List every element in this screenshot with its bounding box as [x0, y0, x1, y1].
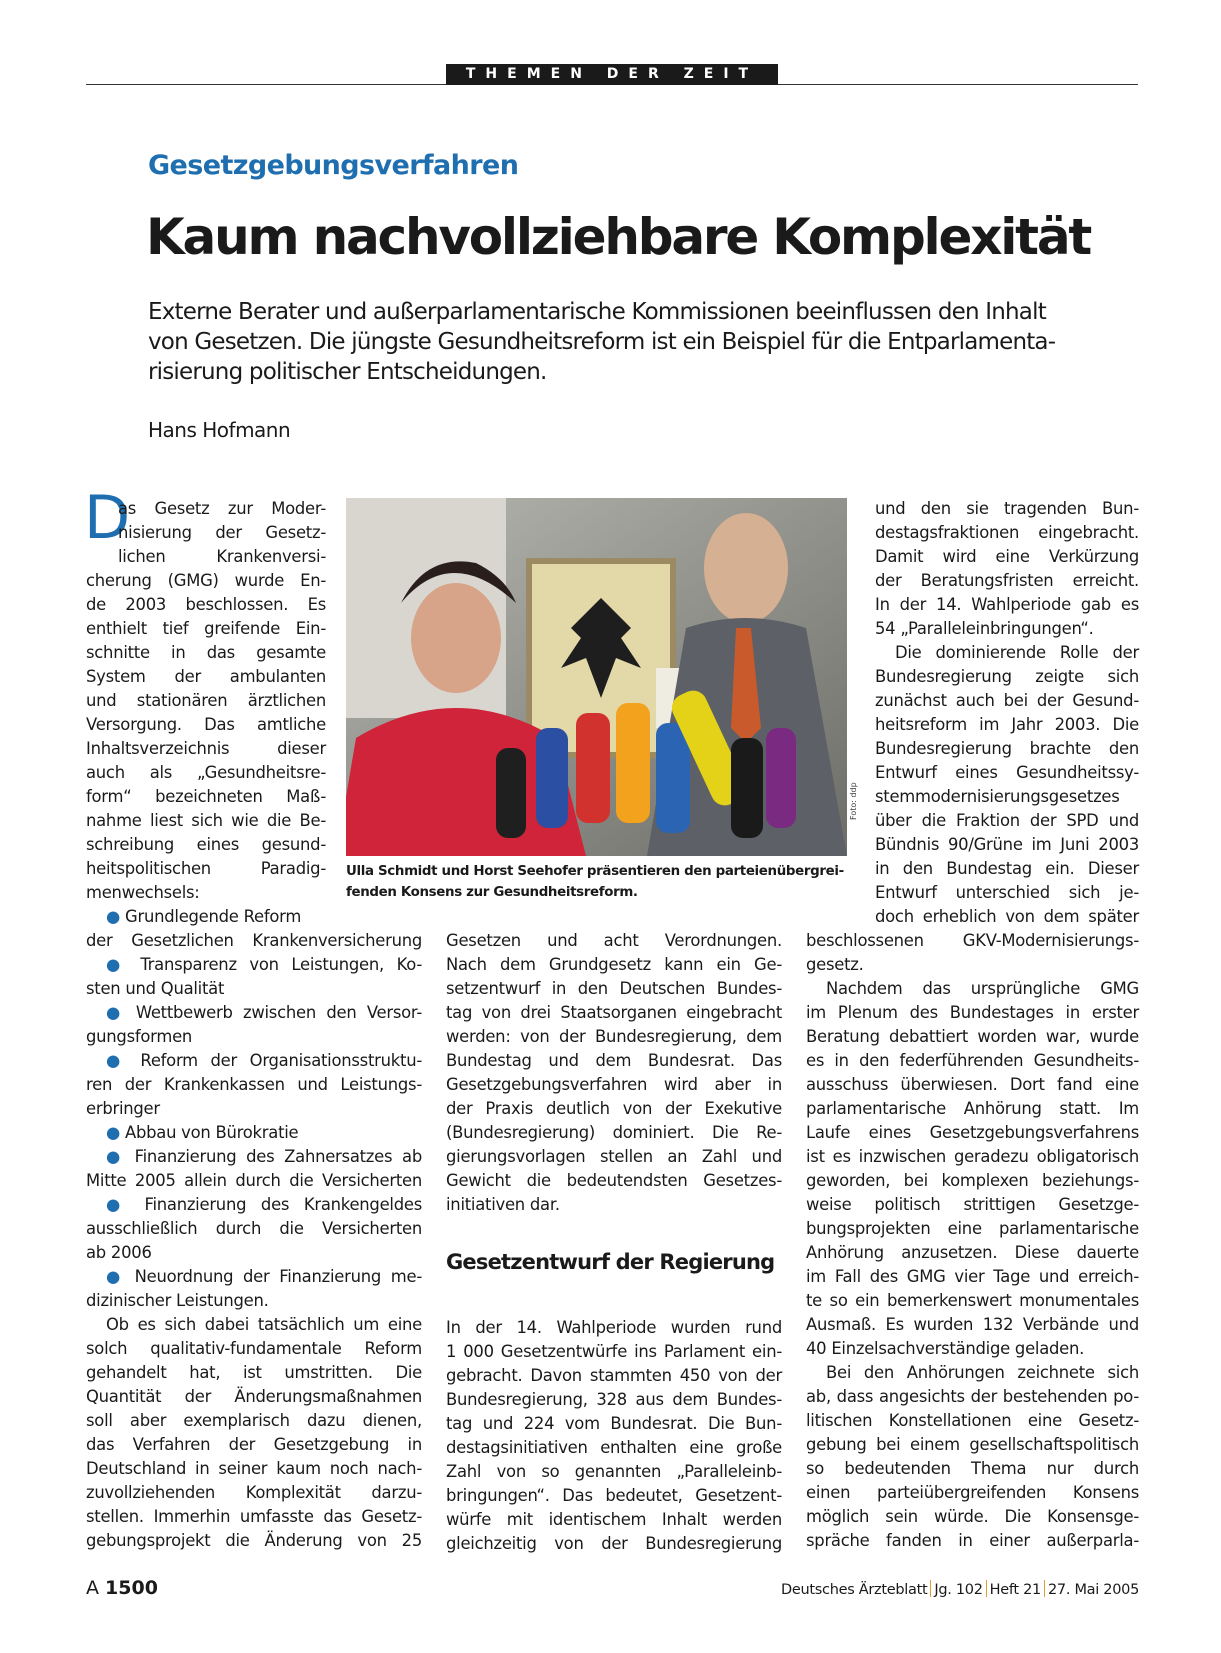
- text-line: [875, 641, 1139, 665]
- text-line: [86, 1049, 422, 1073]
- text-line-content: zuvollziehenden Komplexität darzu-: [86, 1483, 422, 1502]
- text-line-content: destagsfraktionen eingebracht.: [875, 523, 1139, 542]
- text-line-content: gebungsprojekt die Änderung von 25: [86, 1531, 422, 1550]
- text-line-content: Gesetzen und acht Verordnungen.: [446, 931, 782, 950]
- text-line: [86, 569, 326, 593]
- text-line: [86, 1337, 422, 1361]
- text-line: [806, 1337, 1139, 1361]
- text-line: [446, 1412, 782, 1436]
- text-line-content: Beratung debattiert worden war, wurde: [806, 1027, 1139, 1046]
- text-line: [446, 1316, 782, 1340]
- text-line: [86, 497, 326, 521]
- section-subhead: Gesetzentwurf der Regierung: [446, 1250, 775, 1274]
- text-line-content: der Beratungsfristen erreicht.: [875, 571, 1139, 590]
- text-line-content: im Plenum des Bundestages in erster: [806, 1003, 1139, 1022]
- text-line-content: Mitte 2005 allein durch die Versicherten: [86, 1171, 422, 1190]
- text-line-content: es in den federführenden Gesundheits-: [806, 1051, 1139, 1070]
- text-line-content: Bundesregierung zeigte sich: [875, 667, 1139, 686]
- text-line-content: ab 2006: [86, 1243, 152, 1262]
- page-number-value: 1500: [105, 1577, 158, 1599]
- text-line-content: gleichzeitig von der Bundesregierung: [446, 1534, 782, 1553]
- text-line: [806, 1265, 1139, 1289]
- text-line: [875, 881, 1139, 905]
- text-line: [806, 1121, 1139, 1145]
- text-line-content: dizinischer Leistungen.: [86, 1291, 269, 1310]
- column-2-top: [446, 929, 782, 1217]
- text-line-content: heitsreform im Jahr 2003. Die: [875, 715, 1139, 734]
- text-line-content: und stationären ärztlichen: [86, 691, 326, 710]
- deck-line: von Gesetzen. Die jüngste Gesundheitsreform ist ein Beispiel für die Entparlamenta-: [148, 329, 1056, 355]
- text-line: [86, 641, 326, 665]
- text-line: [86, 977, 422, 1001]
- photo-credit: Foto: ddp: [849, 782, 858, 820]
- text-line: [806, 953, 1139, 977]
- text-line-content: te so ein bemerkenswert monumentales: [806, 1291, 1139, 1310]
- text-line: [446, 1145, 782, 1169]
- text-line-content: ren der Krankenkassen und Leistungs-: [86, 1075, 422, 1094]
- text-line: [446, 1169, 782, 1193]
- text-line-content: der Praxis deutlich von der Exekutive: [446, 1099, 782, 1118]
- text-line: [86, 1289, 422, 1313]
- bullet-icon: ●: [106, 1195, 145, 1214]
- deck-line: risierung politischer Entscheidungen.: [148, 359, 547, 385]
- text-line-content: Bundesregierung brachte den: [875, 739, 1139, 758]
- text-line-content: werden: von der Bundesregierung, dem: [446, 1027, 782, 1046]
- text-line-content: destagsinitiativen enthalten eine große: [446, 1438, 782, 1457]
- text-line: [86, 1001, 422, 1025]
- text-line: [86, 1385, 422, 1409]
- text-line-content: spräche fanden in einer außerparla-: [806, 1531, 1139, 1550]
- text-line: [86, 1529, 422, 1553]
- text-line: [875, 833, 1139, 857]
- text-line-content: und den sie tragenden Bun-: [875, 499, 1139, 518]
- text-line-content: heitspolitischen Paradig-: [86, 859, 326, 878]
- text-line: [86, 1505, 422, 1529]
- text-line: [806, 1313, 1139, 1337]
- text-line: [806, 1001, 1139, 1025]
- text-line: [446, 977, 782, 1001]
- text-line-content: as Gesetz zur Moder-: [118, 499, 326, 518]
- text-line-content: Ob es sich dabei tatsächlich um eine: [106, 1315, 422, 1334]
- text-line: [86, 761, 326, 785]
- text-line-content: sten und Qualität: [86, 979, 225, 998]
- text-line: [446, 1193, 782, 1217]
- text-line: [875, 713, 1139, 737]
- text-line: [806, 1433, 1139, 1457]
- text-line-content: Nach dem Grundgesetz kann ein Ge-: [446, 955, 782, 974]
- bullet-icon: ●: [106, 1003, 136, 1022]
- column-1-top: [86, 497, 326, 929]
- text-line: [875, 809, 1139, 833]
- text-line: [446, 1460, 782, 1484]
- text-line-content: Finanzierung des Krankengeldes: [144, 1195, 423, 1214]
- text-line: [806, 1145, 1139, 1169]
- text-line: [806, 1481, 1139, 1505]
- text-line: [86, 1265, 422, 1289]
- text-line: [806, 1529, 1139, 1553]
- text-line: [86, 1409, 422, 1433]
- text-line: [86, 521, 326, 545]
- text-line: [86, 737, 326, 761]
- text-line: [446, 1436, 782, 1460]
- text-line-content: bringungen“. Das bedeutet, Gesetzent-: [446, 1486, 782, 1505]
- text-line-content: Entwurf eines Gesundheitssy-: [875, 763, 1139, 782]
- text-line: [446, 1388, 782, 1412]
- text-line-content: Inhaltsverzeichnis dieser: [86, 739, 326, 758]
- text-line: [446, 953, 782, 977]
- text-line-content: schnitte in das gesamte: [86, 643, 326, 662]
- section-label: THEMEN DER ZEIT: [446, 64, 778, 85]
- drop-cap: D: [84, 483, 131, 553]
- text-line: [806, 977, 1139, 1001]
- text-line: [806, 1385, 1139, 1409]
- text-line: [86, 1025, 422, 1049]
- text-line-content: nahme liest sich wie die Be-: [86, 811, 326, 830]
- text-line-content: über die Fraktion der SPD und: [875, 811, 1139, 830]
- text-line-content: der Gesetzlichen Krankenversicherung: [86, 931, 422, 950]
- text-line-content: Damit wird eine Verkürzung: [875, 547, 1139, 566]
- text-line: [86, 713, 326, 737]
- article-author: Hans Hofmann: [148, 418, 291, 442]
- journal-name: Deutsches Ärzteblatt: [781, 1582, 928, 1598]
- text-line: [86, 1193, 422, 1217]
- text-line: [806, 1289, 1139, 1313]
- text-line: [86, 1241, 422, 1265]
- text-line: [875, 761, 1139, 785]
- text-line-content: ausschließlich durch die Versicherten: [86, 1219, 422, 1238]
- text-line-content: enthielt tief greifende Ein-: [86, 619, 326, 638]
- bullet-icon: ●: [106, 1051, 141, 1070]
- text-line-content: lichen Krankenversi-: [118, 547, 326, 566]
- column-2-bottom: [446, 1316, 782, 1556]
- text-line-content: Die dominierende Rolle der: [895, 643, 1139, 662]
- text-line: [86, 1457, 422, 1481]
- text-line-content: Wettbewerb zwischen den Versor-: [135, 1003, 423, 1022]
- text-line-content: gehandelt hat, ist umstritten. Die: [86, 1363, 422, 1382]
- text-line: [86, 545, 326, 569]
- text-line: [875, 689, 1139, 713]
- text-line: [806, 929, 1139, 953]
- article-headline: Kaum nachvollziehbare Komplexität: [146, 208, 1091, 266]
- text-line-content: initiativen dar.: [446, 1195, 560, 1214]
- text-line-content: Neuordnung der Finanzierung me-: [134, 1267, 422, 1286]
- text-line: [806, 1409, 1139, 1433]
- text-line-content: Laufe eines Gesetzgebungsverfahrens: [806, 1123, 1139, 1142]
- page-number: [86, 1577, 158, 1599]
- issue-date: 27. Mai 2005: [1047, 1582, 1139, 1598]
- text-line: [86, 929, 422, 953]
- text-line-content: In der 14. Wahlperiode wurden rund: [446, 1318, 782, 1337]
- text-line-content: cherung (GMG) wurde En-: [86, 571, 326, 590]
- text-line: [875, 737, 1139, 761]
- text-line: [875, 593, 1139, 617]
- text-line-content: System der ambulanten: [86, 667, 326, 686]
- text-line-content: nisierung der Gesetz-: [118, 523, 326, 542]
- text-line-content: tag von drei Staatsorganen eingebracht: [446, 1003, 782, 1022]
- text-line-content: Bundestag und dem Bundesrat. Das: [446, 1051, 782, 1070]
- text-line-content: gierungsvorlagen stellen an Zahl und: [446, 1147, 782, 1166]
- text-line: [86, 1433, 422, 1457]
- separator: [986, 1580, 987, 1597]
- text-line: [875, 521, 1139, 545]
- text-line-content: erbringer: [86, 1099, 160, 1118]
- text-line: [875, 857, 1139, 881]
- text-line: [86, 1097, 422, 1121]
- column-1-bottom: [86, 929, 422, 1553]
- caption-line: Ulla Schmidt und Horst Seehofer präsentieren den parteienübergrei-: [346, 864, 844, 879]
- photo-caption: [346, 861, 846, 903]
- text-line-content: Finanzierung des Zahnersatzes ab: [134, 1147, 422, 1166]
- text-line: [446, 1340, 782, 1364]
- text-line: [86, 593, 326, 617]
- publication-info: [781, 1580, 1139, 1598]
- press-conference-photo: [346, 498, 847, 856]
- text-line-content: Quantität der Änderungsmaßnahmen: [86, 1387, 422, 1406]
- text-line-content: de 2003 beschlossen. Es: [86, 595, 326, 614]
- text-line-content: Bundesregierung, 328 aus dem Bundes-: [446, 1390, 782, 1409]
- text-line: [86, 905, 326, 929]
- photo-illustration: [346, 498, 847, 856]
- text-line: [86, 1073, 422, 1097]
- text-line-content: geworden, bei komplexen beziehungs-: [806, 1171, 1139, 1190]
- text-line: [86, 953, 422, 977]
- text-line-content: stemmodernisierungsgesetzes: [875, 787, 1120, 806]
- text-line-content: ausschuss überwiesen. Dort fand eine: [806, 1075, 1139, 1094]
- text-line-content: bungsprojekten eine parlamentarische: [806, 1219, 1139, 1238]
- text-line-content: gebung bei einem gesellschaftspolitisch: [806, 1435, 1139, 1454]
- text-line-content: solch qualitativ-fundamentale Reform: [86, 1339, 422, 1358]
- column-3-top: [875, 497, 1139, 929]
- text-line-content: (Bundesregierung) dominiert. Die Re-: [446, 1123, 782, 1142]
- text-line: [806, 1193, 1139, 1217]
- text-line: [806, 1097, 1139, 1121]
- text-line: [446, 1049, 782, 1073]
- text-line-content: Grundlegende Reform: [125, 907, 302, 926]
- text-line: [446, 1532, 782, 1556]
- text-line: [875, 545, 1139, 569]
- text-line-content: ab, dass angesichts der bestehenden po-: [806, 1387, 1139, 1406]
- bullet-icon: ●: [106, 907, 126, 926]
- text-line-content: litischen Konstellationen eine Gesetz-: [806, 1411, 1139, 1430]
- text-line: [446, 1097, 782, 1121]
- separator: [930, 1580, 931, 1597]
- text-line-content: Versorgung. Das amtliche: [86, 715, 326, 734]
- text-line: [86, 1361, 422, 1385]
- text-line-content: auch als „Gesundheitsre-: [86, 763, 326, 782]
- text-line: [806, 1241, 1139, 1265]
- page-prefix: A: [86, 1577, 99, 1599]
- text-line-content: ist es inzwischen geradezu obligatorisch: [806, 1147, 1139, 1166]
- text-line-content: Deutschland in seiner kaum noch nach-: [86, 1459, 422, 1478]
- text-line-content: Entwurf unterschied sich je-: [875, 883, 1139, 902]
- text-line: [806, 1505, 1139, 1529]
- text-line: [875, 905, 1139, 929]
- text-line-content: form“ bezeichneten Maß-: [86, 787, 326, 806]
- text-line-content: Gesetzgebungsverfahren wird aber in: [446, 1075, 782, 1094]
- text-line: [86, 617, 326, 641]
- text-line: [86, 1121, 422, 1145]
- deck-line: Externe Berater und außerparlamentarische Kommissionen beeinflussen den Inhalt: [148, 299, 1046, 325]
- text-line: [86, 1217, 422, 1241]
- text-line-content: Nachdem das ursprüngliche GMG: [826, 979, 1139, 998]
- caption-line: fenden Konsens zur Gesundheitsreform.: [346, 885, 638, 900]
- text-line: [875, 497, 1139, 521]
- text-line-content: weise politisch strittigen Gesetzge-: [806, 1195, 1139, 1214]
- text-line-content: tag und 224 vom Bundesrat. Die Bun-: [446, 1414, 782, 1433]
- text-line: [446, 1073, 782, 1097]
- text-line-content: Reform der Organisationsstruktu-: [140, 1051, 422, 1070]
- text-line-content: schreibung eines gesund-: [86, 835, 326, 854]
- text-line-content: das Verfahren der Gesetzgebung in: [86, 1435, 422, 1454]
- text-line-content: Ausmaß. Es wurden 132 Verbände und: [806, 1315, 1139, 1334]
- text-line: [86, 857, 326, 881]
- text-line: [875, 785, 1139, 809]
- text-line-content: würfe mit identischem Inhalt werden: [446, 1510, 782, 1529]
- text-line-content: zunächst auch bei der Gesund-: [875, 691, 1139, 710]
- text-line: [806, 1217, 1139, 1241]
- text-line-content: stellen. Immerhin umfasste das Gesetz-: [86, 1507, 422, 1526]
- bullet-icon: ●: [106, 1267, 135, 1286]
- text-line: [806, 1169, 1139, 1193]
- article-deck: [148, 297, 1083, 387]
- text-line: [86, 785, 326, 809]
- text-line: [86, 833, 326, 857]
- text-line: [86, 665, 326, 689]
- text-line-content: gungsformen: [86, 1027, 193, 1046]
- volume: Jg. 102: [934, 1582, 983, 1598]
- text-line: [875, 569, 1139, 593]
- text-line-content: Bei den Anhörungen zeichnete sich: [826, 1363, 1139, 1382]
- text-line-content: in den Bundestag ein. Dieser: [875, 859, 1139, 878]
- text-line: [86, 1145, 422, 1169]
- text-line-content: 1 000 Gesetzentwürfe ins Parlament ein-: [446, 1342, 782, 1361]
- text-line-content: 40 Einzelsachverständige geladen.: [806, 1339, 1085, 1358]
- text-line: [446, 1484, 782, 1508]
- text-line: [446, 1508, 782, 1532]
- text-line: [806, 1025, 1139, 1049]
- text-line: [806, 1073, 1139, 1097]
- text-line-content: Anhörung anzusetzen. Diese dauerte: [806, 1243, 1139, 1262]
- text-line-content: soll aber exemplarisch dazu dienen,: [86, 1411, 422, 1430]
- text-line: [446, 1025, 782, 1049]
- text-line-content: im Fall des GMG vier Tage und erreich-: [806, 1267, 1139, 1286]
- text-line-content: In der 14. Wahlperiode gab es: [875, 595, 1139, 614]
- text-line-content: 54 „Paralleleinbringungen“.: [875, 619, 1094, 638]
- separator: [1044, 1580, 1045, 1597]
- text-line: [86, 881, 326, 905]
- text-line-content: Zahl von so genannten „Paralleleinb-: [446, 1462, 782, 1481]
- text-line: [446, 1364, 782, 1388]
- text-line-content: setzentwurf in den Deutschen Bundes-: [446, 979, 782, 998]
- text-line-content: möglich sein würde. Die Konsensge-: [806, 1507, 1139, 1526]
- text-line: [86, 689, 326, 713]
- text-line: [875, 665, 1139, 689]
- text-line-content: beschlossenen GKV-Modernisierungs-: [806, 931, 1139, 950]
- text-line-content: einen parteiübergreifenden Konsens: [806, 1483, 1139, 1502]
- text-line: [446, 1121, 782, 1145]
- bullet-icon: ●: [106, 955, 141, 974]
- text-line: [806, 1361, 1139, 1385]
- text-line: [806, 1049, 1139, 1073]
- text-line: [446, 1001, 782, 1025]
- text-line-content: menwechsels:: [86, 883, 200, 902]
- text-line-content: parlamentarische Anhörung statt. Im: [806, 1099, 1139, 1118]
- bullet-icon: ●: [106, 1123, 126, 1142]
- article-kicker: Gesetzgebungsverfahren: [148, 150, 519, 181]
- text-line-content: gesetz.: [806, 955, 864, 974]
- issue: Heft 21: [989, 1582, 1041, 1598]
- text-line: [86, 1481, 422, 1505]
- text-line-content: so bedeutenden Thema nur durch: [806, 1459, 1139, 1478]
- column-3-bottom: [806, 929, 1139, 1553]
- text-line: [806, 1457, 1139, 1481]
- text-line: [86, 809, 326, 833]
- text-line-content: Transparenz von Leistungen, Ko-: [140, 955, 422, 974]
- text-line-content: Abbau von Bürokratie: [125, 1123, 299, 1142]
- text-line: [446, 929, 782, 953]
- text-line: [86, 1169, 422, 1193]
- text-line-content: doch erheblich von dem später: [875, 907, 1139, 926]
- text-line: [86, 1313, 422, 1337]
- text-line: [875, 617, 1139, 641]
- text-line-content: gebracht. Davon stammten 450 von der: [446, 1366, 782, 1385]
- text-line-content: Bündnis 90/Grüne im Juni 2003: [875, 835, 1139, 854]
- bullet-icon: ●: [106, 1147, 135, 1166]
- text-line-content: Gewicht die bedeutendsten Gesetzes-: [446, 1171, 782, 1190]
